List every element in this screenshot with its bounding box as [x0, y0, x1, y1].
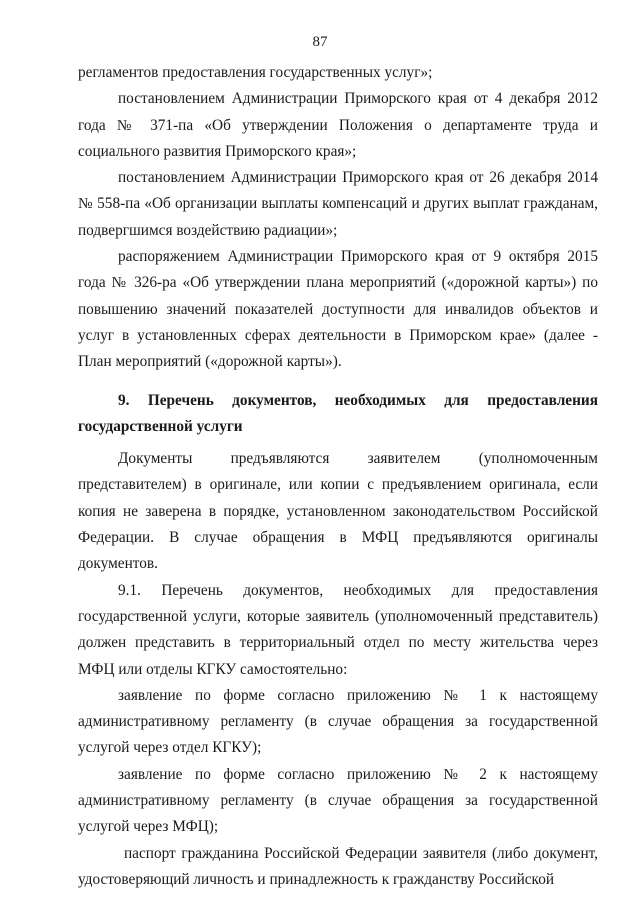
page-number: 87	[312, 34, 328, 50]
paragraph-order-326: распоряжением Администрации Приморского края от 9 октября 2015 года № 326-ра «Об утверждении плана мероприятий («дорожной карты») по повышению значений показателей доступности для инвалидов объектов и услуг в установленных сферах деятельности в Приморском крае» (далее - План мероприятий («дорожной карты»).	[78, 248, 598, 371]
paragraph-decree-371: постановлением Администрации Приморского края от 4 декабря 2012 года № 371-па «Об утверждении Положения о департаменте труда и социального развития Приморского края»;	[78, 90, 598, 160]
list-item-passport: паспорт гражданина Российской Федерации заявителя (либо документ, удостоверяющий личность и принадлежность к гражданству Российской	[78, 844, 598, 888]
document-body	[78, 60, 598, 893]
paragraph-9-1: 9.1. Перечень документов, необходимых для предоставления государственной услуги, которые заявитель (уполномоченный представитель) должен представить в территориальный отдел по месту жительства через МФЦ или отделы КГКУ самостоятельно:	[78, 581, 598, 678]
section-heading-9: 9. Перечень документов, необходимых для предоставления государственной услуги	[78, 391, 598, 435]
list-item-application-kgku: заявление по форме согласно приложению № 1 к настоящему административному регламенту (в случае обращения за государственной услугой через отдел КГКУ);	[78, 686, 598, 757]
paragraph-documents-presented: Документы предъявляются заявителем (уполномоченным представителем) в оригинале, или копии с предъявлением оригинала, если копия не заверена в порядке, установленном законодательством Российской Федерации. В случае обращения в МФЦ предъявляются оригиналы документов.	[78, 450, 598, 573]
paragraph-continuation: регламентов предоставления государственных услуг»;	[78, 64, 433, 81]
list-item-application-mfc: заявление по форме согласно приложению № 2 к настоящему административному регламенту (в случае обращения за государственной услугой через МФЦ);	[78, 765, 598, 836]
paragraph-decree-558: постановлением Администрации Приморского края от 26 декабря 2014 № 558-па «Об организации выплаты компенсаций и других выплат гражданам, подвергшимся воздействию радиации»;	[78, 169, 598, 239]
